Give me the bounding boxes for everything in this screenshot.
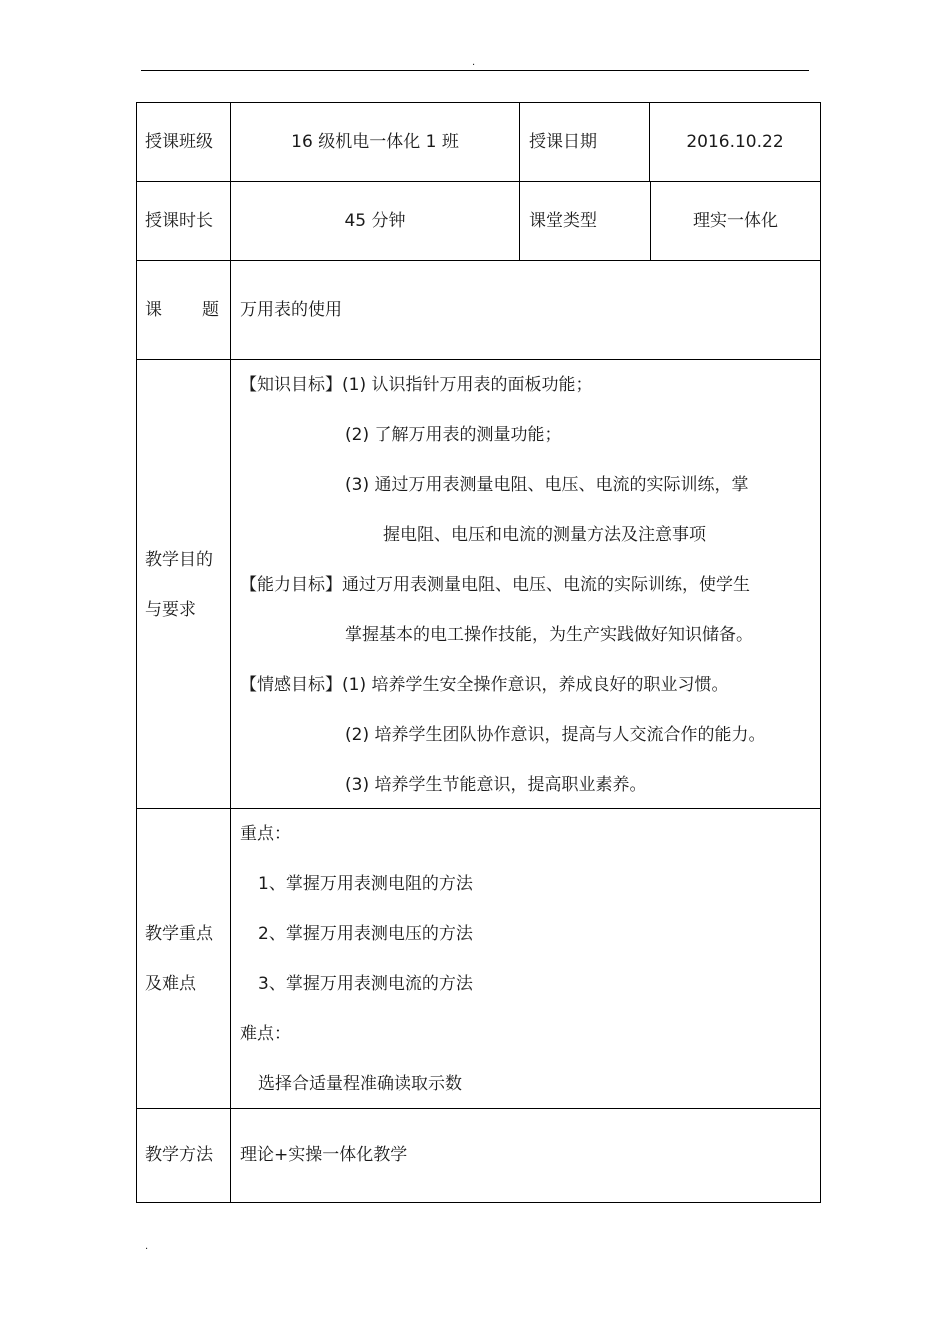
date-value: 2016.10.22 [686,132,784,152]
keypoint-item: 1、掌握万用表测电阻的方法 [258,874,473,894]
method-label: 教学方法 [145,1145,213,1165]
knowledge-goal-line: 握电阻、电压和电流的测量方法及注意事项 [383,525,706,545]
table-border-top [136,102,821,103]
type-label: 课堂类型 [529,211,597,231]
column-divider [230,102,231,1203]
type-value: 理实一体化 [693,211,778,231]
date-label: 授课日期 [529,132,597,152]
objectives-label-line2: 与要求 [145,600,196,620]
table-border-bottom [136,1202,821,1203]
emotion-goal-line: (3) 培养学生节能意识，提高职业素养。 [345,775,647,795]
keypoints-label-line2: 及难点 [145,974,196,994]
row-divider [136,181,821,182]
emotion-goal-line: 【情感目标】(1) 培养学生安全操作意识，养成良好的职业习惯。 [240,675,729,695]
ability-goal-line: 掌握基本的电工操作技能，为生产实践做好知识储备。 [345,625,753,645]
emotion-goal-line: (2) 培养学生团队协作意识，提高与人交流合作的能力。 [345,725,766,745]
row-divider [136,359,821,360]
class-value: 16 级机电一体化 1 班 [291,132,459,152]
knowledge-goal-line: 【知识目标】(1) 认识指针万用表的面板功能； [240,375,593,395]
keypoint-item: 3、掌握万用表测电流的方法 [258,974,473,994]
header-mark: . [472,57,476,68]
topic-label-part2: 题 [202,300,219,320]
column-divider [519,102,520,261]
keypoints-heading: 重点： [240,824,291,844]
topic-label-part1: 课 [145,300,162,320]
keypoints-label-line1: 教学重点 [145,924,213,944]
row-divider [136,1108,821,1109]
knowledge-goal-line: (3) 通过万用表测量电阻、电压、电流的实际训练，掌 [345,475,749,495]
class-label: 授课班级 [145,132,213,152]
table-border-left [136,102,137,1203]
difficulty-item: 选择合适量程准确读取示数 [258,1074,462,1094]
topic-value: 万用表的使用 [240,300,342,320]
duration-value: 45 分钟 [344,211,406,231]
objectives-label-line1: 教学目的 [145,550,213,570]
knowledge-goal-line: (2) 了解万用表的测量功能； [345,425,562,445]
ability-goal-line: 【能力目标】通过万用表测量电阻、电压、电流的实际训练，使学生 [240,575,750,595]
duration-label: 授课时长 [145,211,213,231]
keypoint-item: 2、掌握万用表测电压的方法 [258,924,473,944]
header-rule [141,70,809,71]
row-divider [136,260,821,261]
method-value: 理论+实操一体化教学 [240,1145,408,1165]
table-border-right [820,102,821,1203]
footer-mark: . [145,1241,149,1252]
difficulty-heading: 难点： [240,1024,291,1044]
lesson-plan-table [136,102,821,1203]
row-divider [136,808,821,809]
